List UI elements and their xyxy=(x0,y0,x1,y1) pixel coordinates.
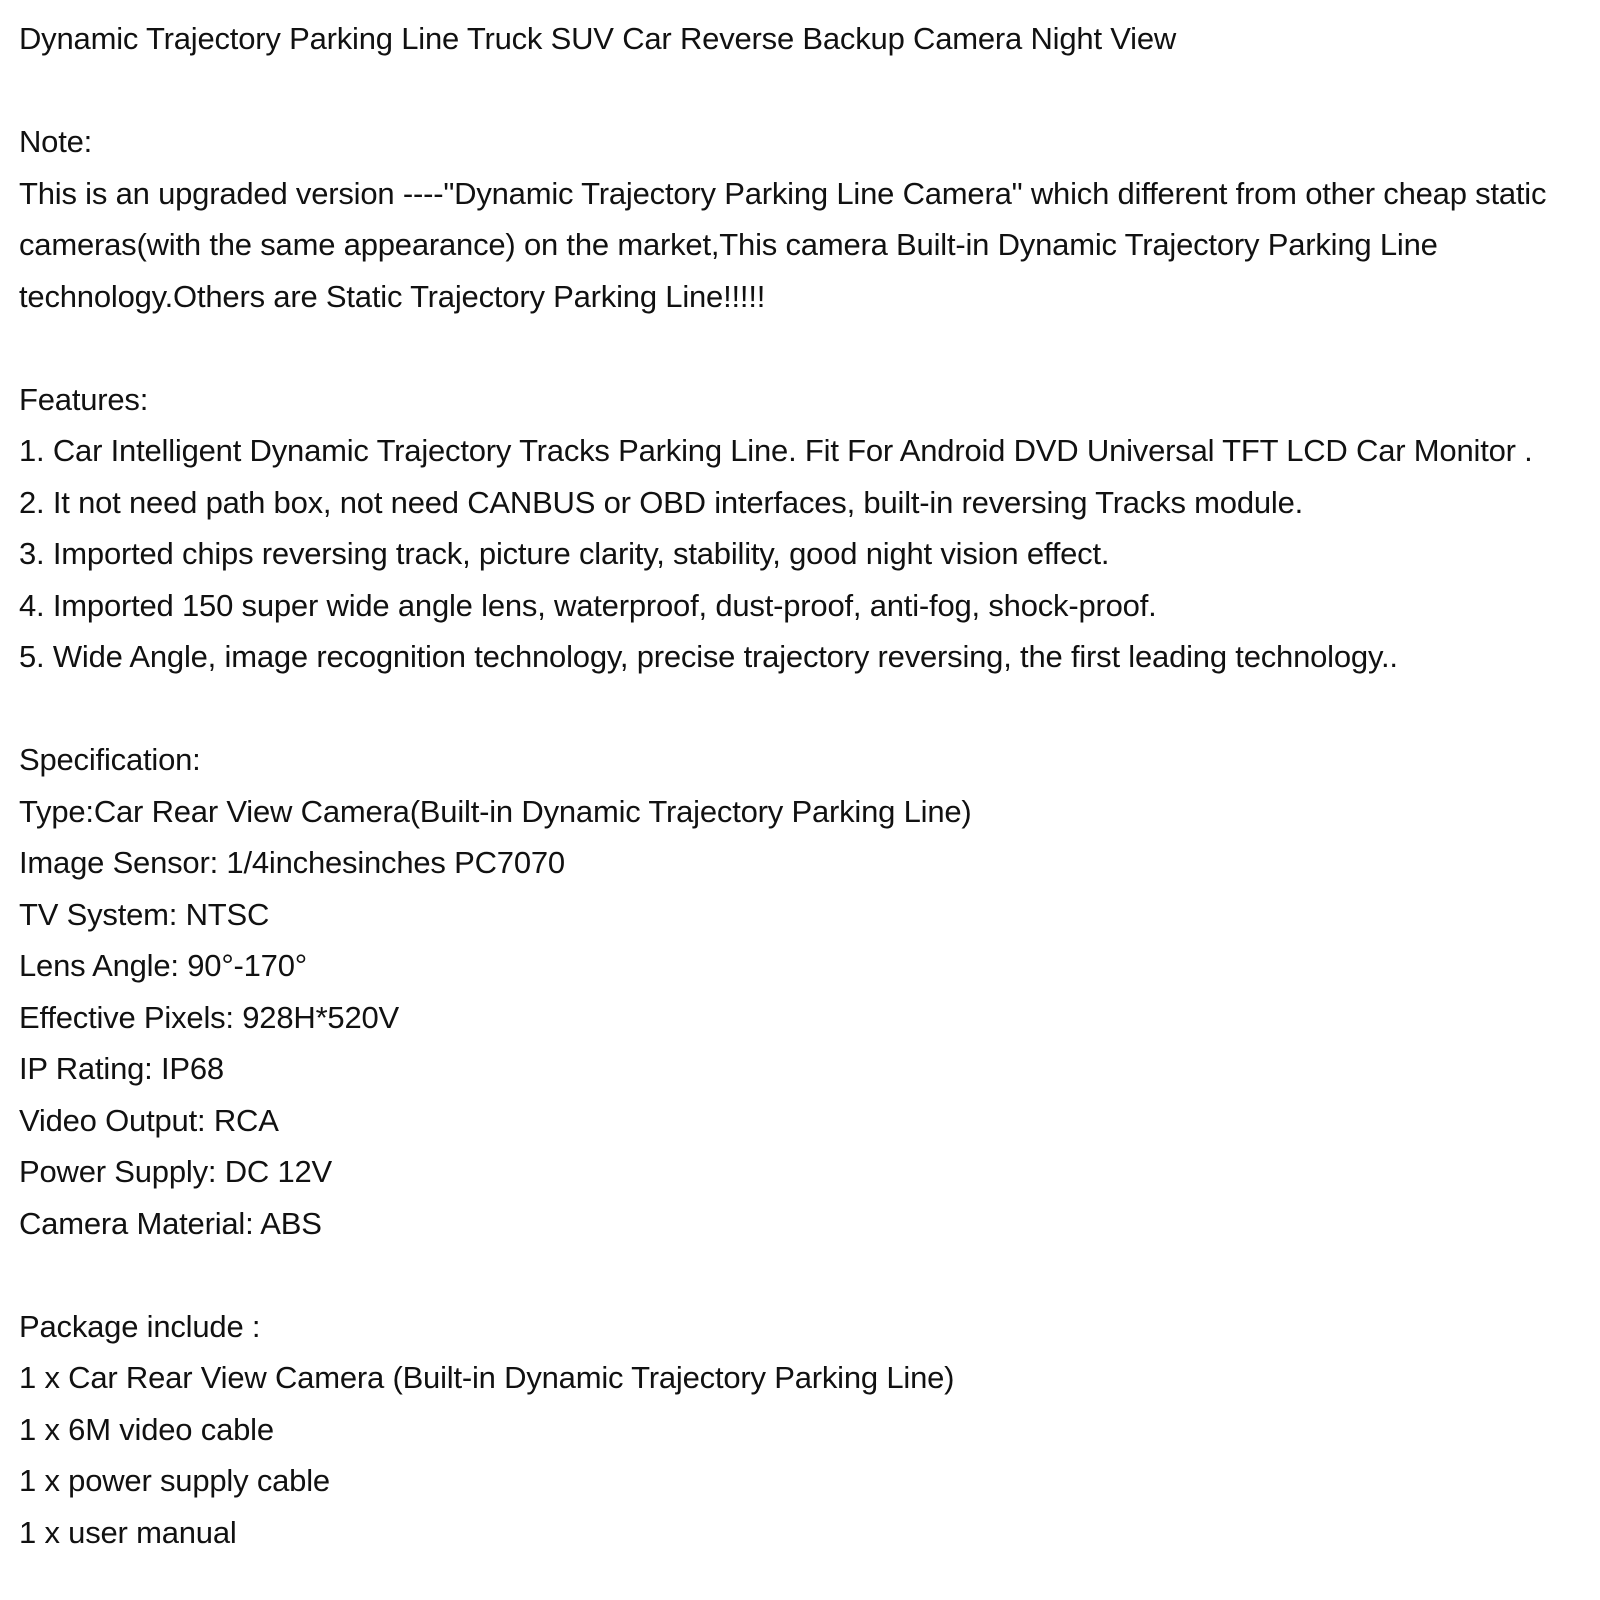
feature-item: 2. It not need path box, not need CANBUS or OBD interfaces, built-in reversing Tracks module. xyxy=(19,484,1304,520)
spec-item: Effective Pixels: 928H*520V xyxy=(19,999,400,1035)
spec-item: Power Supply: DC 12V xyxy=(19,1154,333,1189)
features-heading: Features: xyxy=(19,381,149,417)
specification-heading: Specification: xyxy=(19,742,201,777)
package-item: 1 x 6M video cable xyxy=(19,1411,274,1447)
spec-item: Camera Material: ABS xyxy=(19,1205,322,1241)
spacer xyxy=(19,683,1587,735)
feature-item: 5. Wide Angle, image recognition technology, precise trajectory reversing, the first leading technology.. xyxy=(19,639,1398,674)
feature-item: 1. Car Intelligent Dynamic Trajectory Tracks Parking Line. Fit For Android DVD Universal TFT LCD Car Monitor . xyxy=(19,433,1533,468)
spec-item: TV System: NTSC xyxy=(19,896,270,932)
spacer xyxy=(19,65,1587,117)
feature-item: 3. Imported chips reversing track, picture clarity, stability, good night vision effect. xyxy=(19,536,1110,571)
note-text: This is an upgraded version ----"Dynamic Trajectory Parking Line Camera" which different from other cheap static cameras(with the same appearance) on the market,This camera Built-in Dynamic Trajectory Parking Line technology.Others are Static Trajectory Parking Line!!!!! xyxy=(19,175,1547,314)
package-heading: Package include : xyxy=(19,1308,261,1344)
package-item: 1 x power supply cable xyxy=(19,1463,330,1498)
spec-item: IP Rating: IP68 xyxy=(19,1051,224,1086)
spec-item: Lens Angle: 90°-170° xyxy=(19,948,307,983)
package-item: 1 x user manual xyxy=(19,1514,237,1550)
spec-item: Video Output: RCA xyxy=(19,1102,279,1138)
product-description-document xyxy=(19,13,1587,1558)
spec-item: Type:Car Rear View Camera(Built-in Dynamic Trajectory Parking Line) xyxy=(19,793,972,829)
spacer xyxy=(19,1249,1587,1301)
note-heading: Note: xyxy=(19,124,93,159)
spec-item: Image Sensor: 1/4inchesinches PC7070 xyxy=(19,845,565,880)
package-item: 1 x Car Rear View Camera (Built-in Dynamic Trajectory Parking Line) xyxy=(19,1360,955,1395)
product-title: Dynamic Trajectory Parking Line Truck SUV Car Reverse Backup Camera Night View xyxy=(19,21,1177,56)
feature-item: 4. Imported 150 super wide angle lens, waterproof, dust-proof, anti-fog, shock-proof. xyxy=(19,587,1157,623)
spacer xyxy=(19,322,1587,374)
